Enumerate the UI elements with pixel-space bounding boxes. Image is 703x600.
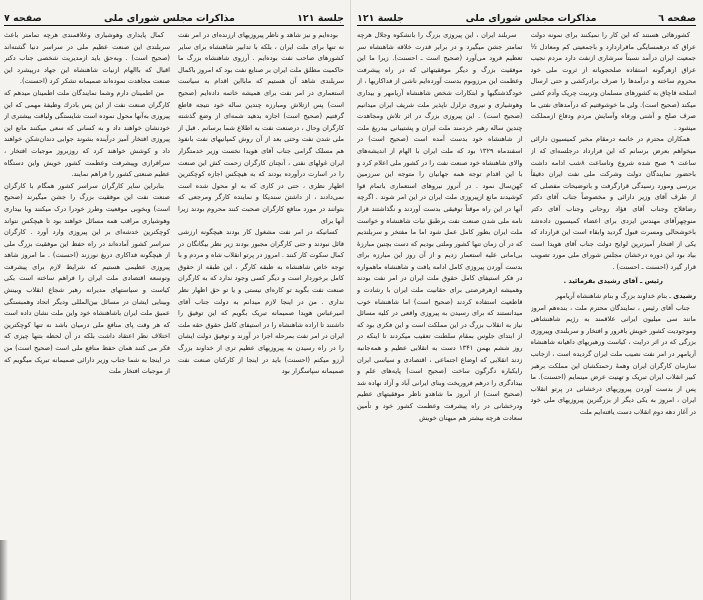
page-7 <box>0 0 351 600</box>
speaker-line <box>531 291 697 303</box>
column-left <box>4 30 170 600</box>
page-6 <box>351 0 702 600</box>
scan-edge-shadow <box>0 540 8 600</box>
paragraph: من اطمینان دارم وشما نمایندگان ملت اطمینان میدهم که کارگران صنعت نفت از این پس بادرك وظيفة مهمی که این پیروزی به‌آنها محول نموده است شایستگی ولیاقت بیشتری از خودنشان خواهند داد و به کسانی که سعی میکنند مانع این پیروزی افتخار آمیز درآینده بشوند جوابی دندان‌شکن خواهند داد و کوشش خواهند کرد که روزبروز موجبات افتخار ، سرافرازی وپیشرفت وعظمت کشور خویش واین دستگاه عظیم صنعتی کشور را فراهم نمایند. <box>4 88 170 179</box>
column-right <box>178 30 344 600</box>
paragraph: کسانیکه در امر نفت مشغول کار بودند هیچگونه ارزشی قائل نبودند و حتی کارگران مجبور بودند زیر نظر بیگانگان در کمال سکوت کار کنند . امروز در پرتو انقلاب شاه و مردم و با توجه خاص شاهنشاه به طبقه کارگر ، این طبقه از حقوق کامل برخوردار است و دیگر کسی وجود ندارد که به کارگران صنعت نفت بگوید تو کاره‌ای نیستی و یا تو حق اظهار نظر نداری . من در اینجا لازم میدانم به دولت جناب آقای امیرعباس هویدا صمیمانه تبریک بگویم که این توفیق را داشتند تا اراده شاهنشاه را در استیفای کامل حقوق حقه ملت ایران در امر نفت بمرحله اجرا در آورند و توفیق دولت ایشان را در راه رسیدن به پیروزیهای عظیم تری از خداوند بزرگ آرزو میکنم (احسنت) باید در اینجا از کارکنان صنعت نفت صمیمانه سپاسگزار بود <box>178 228 344 376</box>
speaker-line-chair: رئیس ـ آقای رشیدی بفرمائید . <box>563 277 663 286</box>
paragraph: سربلند ایران ، این پیروزی بزرگ را بانشکوه وجلال هرچه تمامتر جشن میگیرد و در برابر قدرت خلاقه شاهنشاه سر تعظیم فرود می‌آورد (صحیح است ـ احسنت). زیرا ما این موفقیت بزرگ و دیگر موفقیتهائی که در راه پیشرفت وعظمت این مرزوبوم بدست آورده‌ایم ناشی از فداکاریها ، از خودگذشتگیها و ابتکارات شخص شاهنشاه آریامهر و بیداری وهوشیاری و نیروی تزلزل ناپذیر ملت شریف ایران میدانیم (صحیح است) . این پیروزی بزرگ در اثر تلاش ومجاهدت چندین ساله رهبر خردمند ملت ایران و پشتیبانی بیدریغ ملت از شاهنشاه خود بدست آمده است (صحیح است) در اسفندماه ۱۳۲۹ بود که ملت ایران با الهام از اندیشه‌های والای شاهنشاه خود صنعت نفت را در کشور ملی اعلام کرد و با این اقدام توجه همه جهانیان را متوجه این سرزمین کهن‌سال نمود . در آنروز نیروهای استعماری باتمام قوا کوشیدند مانع ازپیروزی ملت ایران در این امر شوند . اگرچه آنها در این راه موقتاً توفیقی بدست آوردند و نگذاشتند قرار نامه ملی شدن صنعت نفت برطبق نیات شاهنشاه و خواست ملت ایران بطور کامل عمل شود اما ما مفتخر و سربلندیم که در آن زمان تنها کشور وملتی بودیم که دست بچنین مبارزهٔ بی‌امانی علیه استعمار زدیم و از آن روز این مبارزه برای بدست آوردن پیروزی کامل ادامه یافت و شاهنشاه ماهمواره در فکر استیفای کامل حقوق ملت ایران در امر نفت بودند وهمیشه ازهرفرصتی برای حقانیت ملت ایران با رشادت و قاطعیت استفاده کردند (صحیح است) اما شاهنشاه خوب میدانستند که برای رسیدن به پیروزی واقعی در کلیه مسائل نیاز به انقلاب بزرگ در این مملکت است و این فکری بود که از ابتدای جلوس بمقام سلطنت تعقیب میکردند تا اینکه در روز ششم بهمن ۱۳۴۱ دست به انقلابی عظیم و همه‌جانبه زدند انقلابی که اوضاع اجتماعی ، اقتصادی و سیاسی ایران رایکباره دگرگون ساخت (صحیح است) پایه‌های علم و بیدادگری را درهم فروریخت وبنای ایرانی آباد و آزاد نهاده شد (صحیح است) از آنروز ما شاهدو ناظر موفقیتهای عظیم ودرخشانی در راه پیشرفت وعظمت کشور خود و تأمین سعادت هرچه بیشتر هم میهنان خویش <box>357 31 523 422</box>
paragraph: بنابراین سایر کارگران سراسر کشور همگام با کارگران صنعت نفت این موفقیت بزرگ را جشن میگیرند (صحیح است) وبخوبی موقعیت وطرز خودرا درک میکنند وبا بیداری وهوشیاری مراقب همه مسائل خواهند بود تا هیچکس نتواند کوچکترین خدشه‌ای بر این پیروزی وارد آورد . کارگران سراسر کشور آماده‌اند در راه حفظ این موفقیت بزرگ ملی از هیچگونه فداکاری دریغ نورزند (احسنت) . ما امروز شاهد پیروزی عظیمی هستیم که شرایط لازم برای پیشرفت وتوسعه اقتصادی ملت ایران را فراهم ساخته است بکی کیاست و سیاستهای مدیرانه رهبر شجاع انقلاب وبینش وبینایی ایشان در مسائل بین‌المللی ودیگر اتحاد وهمبستگی عمیق ملت ایران باشاهنشاه خود واین ملت نشان داده است که هر وقت پای منافع ملی درمیان باشد نه تنها کوچکترین اختلاف نظر اعتقاد داشت بلکه در آن لحظه بتنها چیزی که فکر می کنند همان حفظ منافع ملی است (صحیح است) من در اینجا به شما جناب وزیر دارائی صمیمانه تبریک میگویم که از موجبات افتخار ملت <box>4 181 170 376</box>
paragraph: همکاران محترم در خاتمه درمقام مخبر کمیسیون دارائی میخواهم بعرض برسانم که این قرارداد درجلسه‌ای که از ساعت ۹ صبح شده شروع وتاساعت ۸شب ادامه داشت باحضور نمایندگان دولت وشرکت ملی نفت ایران دقیقاً بررسی ومورد رسیدگی قرارگرفت و باتوضیحات مفصلی که از طرف آقای وزیر دارائی و مخصوصاً جناب آقای دکتر رضافلاح وجناب آقای فؤاد روحانی وجناب آقای دکتر منوچهرآقای مهندس ایزدی برای اعضاء کمیسیون داده‌شد باخوشحالی ومسرت قبول گردید وابقاء است این قرارداد که یکی از افتخار آمیزترین لوایح دولت جناب آقای هویدا است بیاد بود این دوره درخشان مجلس شورای ملی مورد تصویب قرار گیرد (احسنت ـ احسنت) . <box>530 135 696 271</box>
text-columns <box>4 30 344 600</box>
paragraph: کمال پایداری وهوشیاری وعلاقمندی هرچه تمامتر باعث سربلندی این صنعت عظیم ملی در سراسر دنیا گشته‌اند (صحیح است) . وبه‌حق باید ازمدیریت شخصی جناب دکتر اقبال که باالهام ازنیات شاهنشاه این جهاد درپیشرد این صنعت مجاهدت نموده‌اند صمیمانه تشکر کرد (احسنت). <box>4 31 170 86</box>
paragraph: بوده‌ایم و نیز شاهد و ناظر پیروزیهای ارزنده‌ای در امر نفت نه تنها برای ملت ایران ، بلکه با تدابیر شاهنشاه برای سایر کشورهای صاحب نفت بوده‌ایم . آرزوی شاهنشاه بزرگ ما حاکمیت مطلق ملت ایران بر صنایع نفت بود که امروز باکمال سربلندی شاهد آن هستیم که مابااین اقدام به سیاست استعماری در امر نفت برای همیشه خاتمه داده‌ایم (صحیح است) پس ازتلاش ومبارزه چندین ساله خود نتیجه قاطع گرفتیم (صحیح است) اجازه بدهید شمه‌ای از وضع گذشته کارگران وحال ، درصنعت نفت به اطلاع شما برسانم . قبل از ملی شدن نفت وحتی بعد از آن روش کمپانیهای نفت بانفوذ هم مسلک گرامی جناب آقای هویدا نخست وزیر خدمتگزار ایران غولهای نفتی ، آنچنان کارگران زحمت کش این صنعت را در اسارت درآورده بودند که به هیچکس اجازه کوچکترین اظهار نظری ، حتی در کاری که به او محول شده است نمی‌دادند ، از داشتن سندیکا و نماینده کارگر ومرجعی که بتوانند در مورد منافع کارگران صحبت کنند محروم بودند زیرا آنها برای <box>178 31 344 225</box>
running-title: مذاکرات مجلس شورای ملی <box>103 13 235 24</box>
paragraph: کشورهائی هستند که این کار را نمیکنند برای نمونه دولت عراق که درهمسایگی ماقراردارد و باجمعیتی کم ومعادل ½ جمعیت ایران درآمد نسبتاً سرشاری ازنفت دارد مردم نجیب عراق ازهرگونه استفاده صلحجویانه از ثروت ملی خود محروم ساخته و درآمدها را صرف برادرکشی و حتی ارسال اسلحه قاچاق به کشورهای مسلمان وتربیت چریک وآدم کشی میکند (صحیح است). ولی ما خوشوقتیم که درآمدهای نفتی ما صرف صلح و آشتی ورفاه وآسایش مردم ودفاع ازمملکت میشود . <box>530 31 696 132</box>
paragraph: جناب آقای رئیس ، نمایندگان محترم ملت ، بنده‌هم امروز مانند سی میلیون ایرانی علاقمند به رژیم شاهنشاهی وموجودیت کشور خویش بافرور و افتخار و سربلندی وپیروزی بزرگی که در اثر درایت ، کیاست ورهبریهای داهیانه شاهنشاه آریامهر در امر نفت نصیب ملت ایران گردیده است ، ازجانب سازمان کارگران ایران وهمهٔ زحمتکشان این مملکت برهبر کبیر انقلاب ایران تبریک و تهنیت عرض مینمایم (احسنت). ما پس از بدست آوردن پیروزیهای درخشانی در پرتو انقلاب ایران ، امروز به یکی دیگر از بزرگترین پیروزیهای ملی خود در آغاز دهه دوم انقلاب دست یافته‌ایم ملت <box>530 303 696 416</box>
page-number: صفحه ٦ <box>658 13 696 24</box>
speaker-opening: ـ بنام خداوند بزرگ و بنام شاهنشاه آریامهر <box>555 292 674 301</box>
page-header <box>4 8 344 26</box>
column-right <box>531 30 697 600</box>
running-title: مذاکرات مجلس شورای ملی <box>465 13 597 24</box>
column-left <box>357 30 523 600</box>
speaker-name: رشیدی <box>673 292 696 301</box>
page-number: صفحه ۷ <box>4 13 42 24</box>
text-columns <box>357 30 696 600</box>
session-number: جلسة ۱۲۱ <box>297 13 344 24</box>
page-header <box>357 8 696 26</box>
session-number: جلسة ۱۲۱ <box>357 13 404 24</box>
